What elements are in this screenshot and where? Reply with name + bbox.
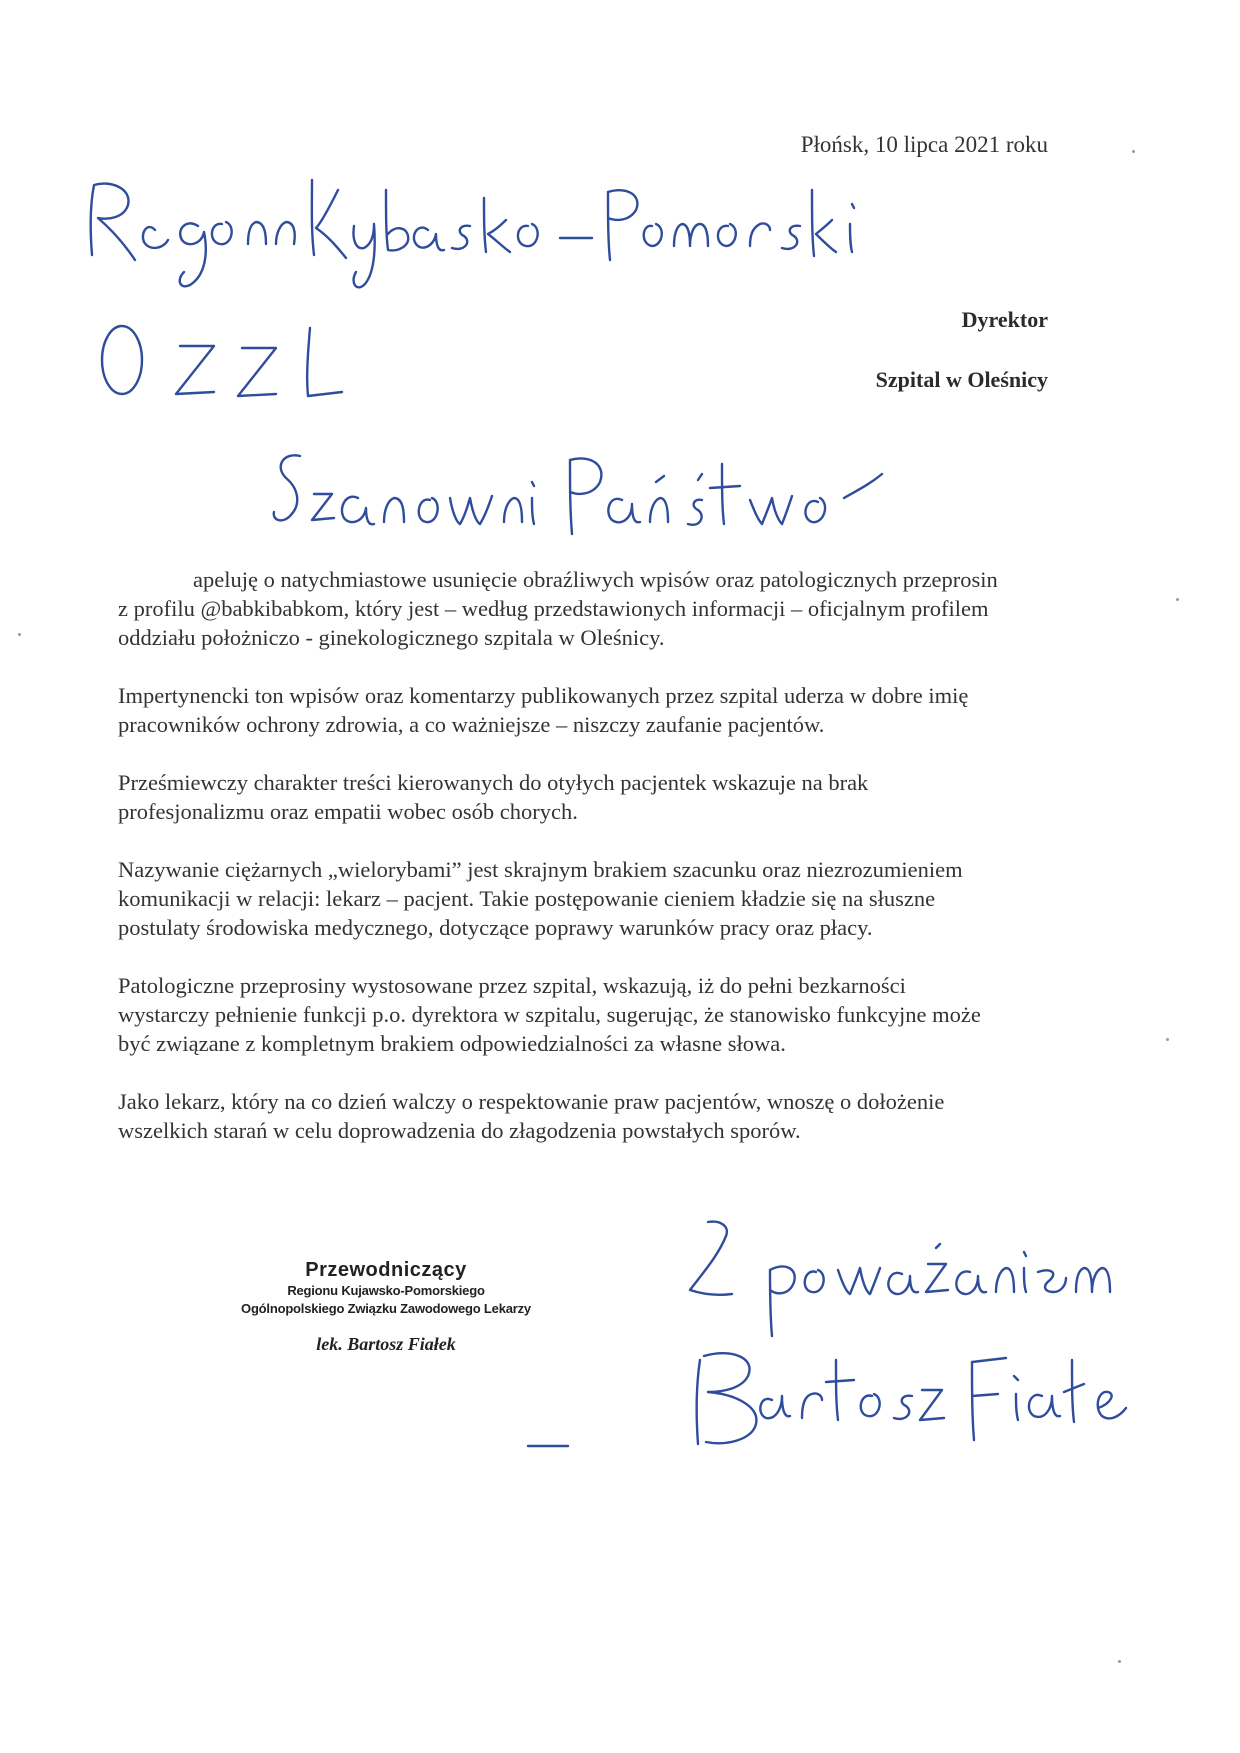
signature-name: lek. Bartosz Fiałek [316,1334,456,1354]
handwritten-salutation [270,438,910,548]
scan-speck [1176,598,1179,601]
body-paragraph: Patologiczne przeprosiny wystosowane przez szpital, wskazują, iż do pełni bezkarności wystarczy pełnienie funkcji p.o. dyrektora w szpitalu, sugerując, że stanowisko funkcyjne może być związane z kompletnym brakiem odpowiedzialności za własne słowa. [118,973,981,1056]
body-paragraph: Jako lekarz, który na co dzień walczy o respektowanie praw pacjentów, wnoszę o dołożenie wszelkich starań w celu doprowadzenia do złagodzenia powstałych sporów. [118,1089,945,1143]
addressee-title: Dyrektor [961,307,1048,332]
scan-speck [1166,1038,1169,1041]
handwritten-union-abbrev [92,312,352,412]
body-paragraph: Nazywanie ciężarnych „wielorybami” jest skrajnym brakiem szacunku oraz niezrozumieniem komunikacji w relacji: lekarz – pacjent. Takie postępowanie cieniem kładzie się na słuszne postulaty środowiska medycznego, dotyczące poprawy warunków pracy oraz płacy. [118,857,963,940]
body-paragraph: Prześmiewczy charakter treści kierowanych do otyłych pacjentek wskazuje na brak profesjonalizmu oraz empatii wobec osób chorych. [118,770,869,824]
signature-block [236,1259,536,1355]
scan-speck [1118,1660,1121,1663]
signature-title: Przewodniczący [305,1259,467,1281]
handwritten-signature [520,1330,1140,1460]
handwritten-region-note [80,160,860,310]
scan-speck [18,633,21,636]
place-date: Płońsk, 10 lipca 2021 roku [800,132,1048,157]
addressee-organization: Szpital w Oleśnicy [875,367,1048,392]
body-paragraph: Impertynencki ton wpisów oraz komentarzy publikowanych przez szpital uderza w dobre imię pracowników ochrony zdrowia, a co ważniejsze – niszczy zaufanie pacjentów. [118,683,969,737]
body-paragraph: apeluję o natychmiastowe usunięcie obraźliwych wpisów oraz patologicznych przeprosin z profilu @babkibabkom, który jest – według przedstawionych informacji – oficjalnym profilem oddziału położniczo - ginekologicznego szpitala w Oleśnicy. [118,567,998,650]
letter-body [118,565,998,1174]
signature-union-line: Ogólnopolskiego Związku Zawodowego Lekarzy [241,1301,531,1316]
handwritten-closing [680,1212,1120,1342]
scan-speck [1132,150,1135,153]
signature-region-line: Regionu Kujawsko-Pomorskiego [287,1283,485,1298]
